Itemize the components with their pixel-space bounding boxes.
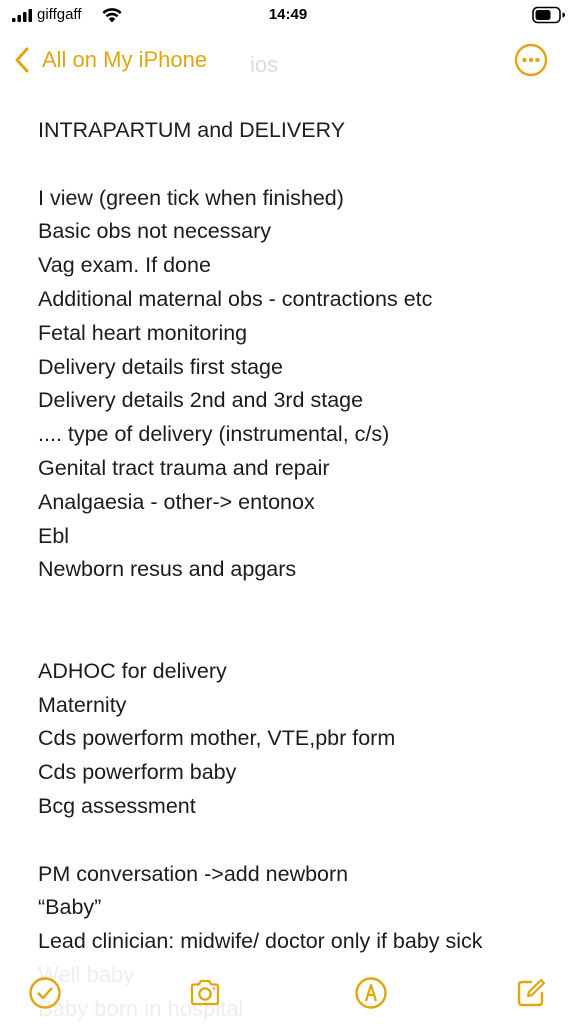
note-line: ADHOC for delivery [38,658,227,683]
scrolled-under-text: Baby born in hospital [38,996,244,1021]
note-text-area[interactable] [38,114,566,964]
note-line: Newborn resus and apgars [38,557,297,582]
note-line: Vag exam. If done [38,253,211,278]
scrolled-under-text: Well baby [38,962,135,987]
note-blank-line [38,587,566,621]
status-bar [0,0,576,32]
checklist-icon[interactable] [28,976,62,1010]
note-line: INTRAPARTUM and DELIVERY [38,118,346,142]
navigation-bar [0,38,576,82]
note-blank-line [38,621,566,655]
bottom-toolbar [0,960,576,1024]
note-line: I view (green tick when finished) [38,185,344,210]
note-line: Additional maternal obs - contractions etc [38,286,433,311]
status-time: 14:49 [268,6,308,23]
ellipsis-circle-icon[interactable] [514,43,548,77]
compose-icon[interactable] [514,976,548,1010]
note-line: Cds powerform baby [38,760,237,785]
camera-icon[interactable] [188,976,222,1010]
note-line: Maternity [38,692,127,717]
chevron-left-icon [14,47,30,73]
scrolled-under-text: ios [250,52,279,77]
note-line: Lead clinician: midwife/ doctor only if baby sick [38,929,483,954]
note-blank-line [38,148,566,182]
note-blank-line [38,824,566,858]
note-line: PM conversation ->add newborn [38,861,349,886]
note-line: Genital tract trauma and repair [38,455,330,480]
note-line: Cds powerform mother, VTE,pbr form [38,726,396,751]
note-line: Fetal heart monitoring [38,320,248,345]
carrier-name: giffgaff [37,6,82,23]
note-line: Bcg assessment [38,793,196,818]
battery-icon [532,6,566,24]
note-line: “Baby” [38,895,102,920]
note-line: Analgaesia - other-> entonox [38,489,315,514]
note-line: .... type of delivery (instrumental, c/s) [38,422,390,447]
markup-pen-icon[interactable] [354,976,388,1010]
note-line: Ebl [38,523,70,548]
back-button-label: All on My iPhone [42,47,208,72]
note-line: Delivery details first stage [38,354,283,379]
note-line: Basic obs not necessary [38,219,272,244]
back-button[interactable] [14,44,207,76]
note-line: Delivery details 2nd and 3rd stage [38,388,364,413]
